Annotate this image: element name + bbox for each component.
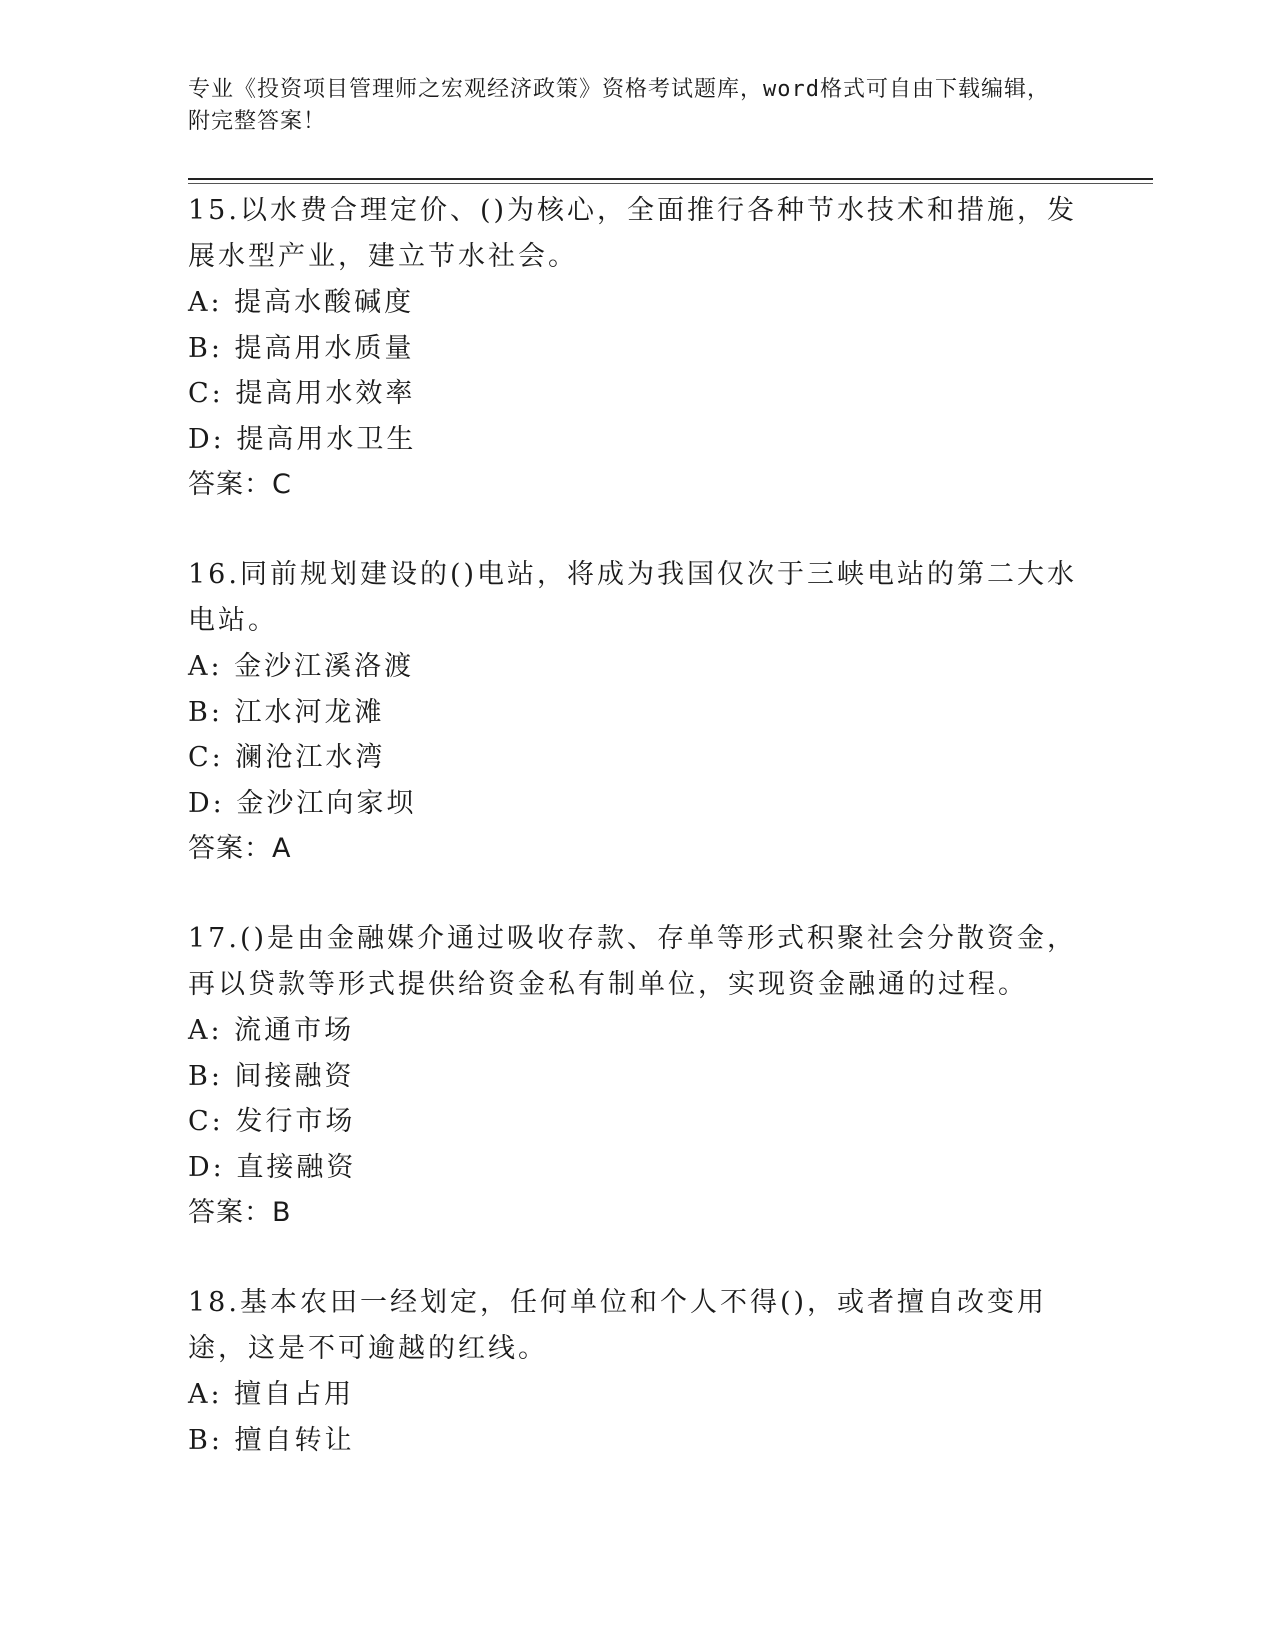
question-stem: 16.同前规划建设的()电站，将成为我国仅次于三峡电站的第二大水电站。 bbox=[188, 559, 1078, 636]
question-stem: 17.()是由金融媒介通过吸收存款、存单等形式积聚社会分散资金，再以贷款等形式提供给资金私有制单位，实现资金融通的过程。 bbox=[188, 923, 1078, 1000]
question-stem: 18.基本农田一经划定，任何单位和个人不得()，或者擅自改变用途，这是不可逾越的红线。 bbox=[188, 1287, 1048, 1364]
document-header: 专业《投资项目管理师之宏观经济政策》资格考试题库，word格式可自由下载编辑，附完整答案！ bbox=[188, 77, 1050, 134]
option-c: C: 发行市场 bbox=[188, 1106, 356, 1137]
header-divider-thick bbox=[188, 178, 1153, 180]
option-a: A: 流通市场 bbox=[188, 1015, 355, 1046]
option-a: A: 金沙江溪洛渡 bbox=[188, 651, 415, 682]
question-list bbox=[188, 188, 1088, 1507]
question-15 bbox=[188, 188, 1088, 508]
option-a: A: 提高水酸碱度 bbox=[188, 287, 415, 318]
option-d: D: 直接融资 bbox=[188, 1151, 357, 1183]
answer-line: 答案：B bbox=[188, 1197, 292, 1228]
option-c: C: 提高用水效率 bbox=[188, 378, 416, 409]
option-b: B: 提高用水质量 bbox=[188, 332, 415, 364]
option-b: B: 江水河龙滩 bbox=[188, 696, 385, 728]
option-d: D: 提高用水卫生 bbox=[188, 423, 417, 455]
option-b: B: 擅自转让 bbox=[188, 1424, 355, 1456]
option-a: A: 擅自占用 bbox=[188, 1379, 355, 1410]
question-18 bbox=[188, 1280, 1088, 1463]
answer-line: 答案：C bbox=[188, 469, 292, 500]
option-b: B: 间接融资 bbox=[188, 1060, 355, 1092]
header-divider-thin bbox=[188, 183, 1153, 184]
question-stem: 15.以水费合理定价、()为核心，全面推行各种节水技术和措施，发展水型产业，建立节水社会。 bbox=[188, 195, 1078, 272]
answer-line: 答案：A bbox=[188, 833, 292, 864]
option-c: C: 澜沧江水湾 bbox=[188, 742, 386, 773]
option-d: D: 金沙江向家坝 bbox=[188, 787, 417, 819]
question-16 bbox=[188, 552, 1088, 872]
question-17 bbox=[188, 916, 1088, 1236]
